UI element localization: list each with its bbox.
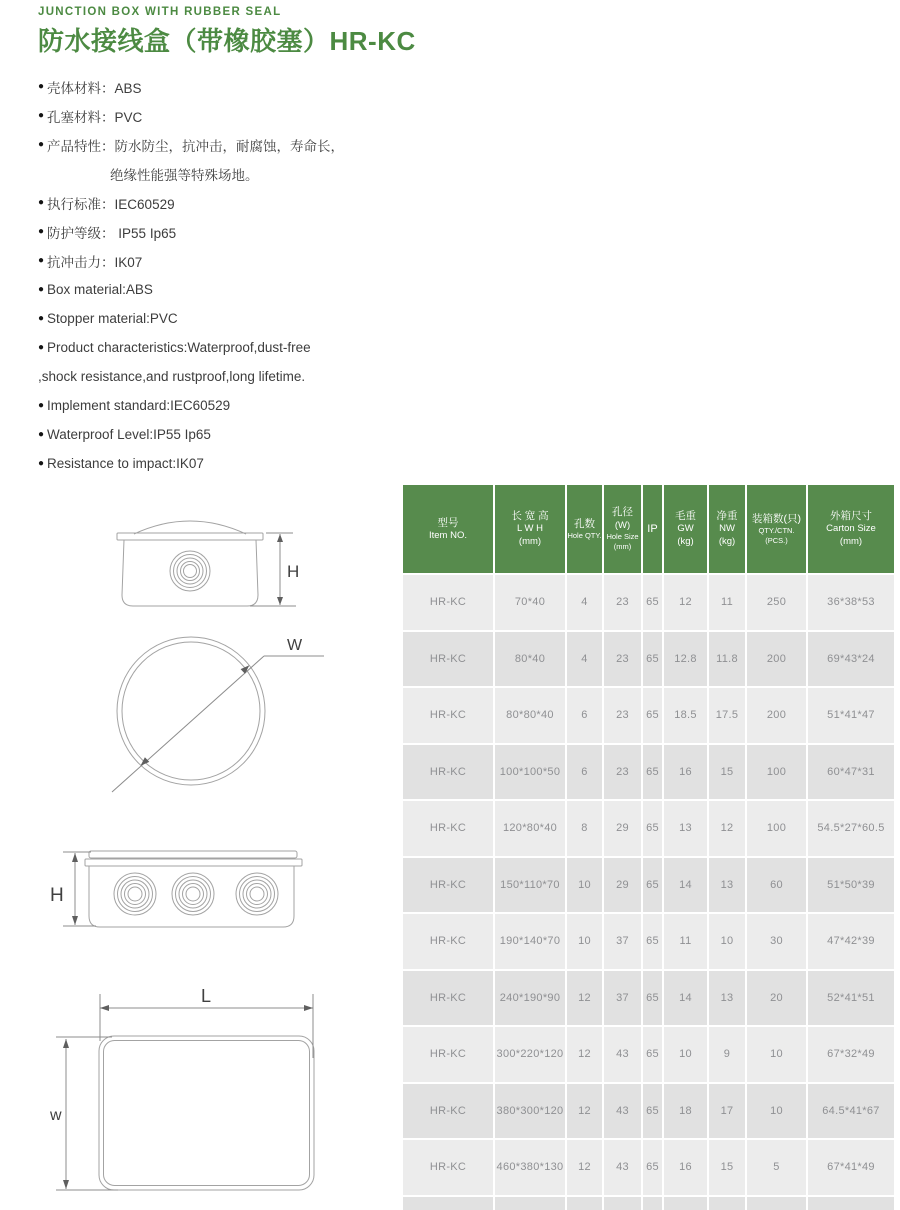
table-body xyxy=(403,575,894,1210)
table-cell: 5 xyxy=(747,1140,806,1195)
table-cell: 10 xyxy=(747,1027,806,1082)
table-cell: 51*50*39 xyxy=(808,858,894,913)
arrowhead-icon xyxy=(72,916,78,925)
table-cell: 65 xyxy=(643,801,662,856)
spec-text: 抗冲击力：IK07 xyxy=(47,254,143,270)
table-cell: 30 xyxy=(747,914,806,969)
table-cell: 65 xyxy=(643,858,662,913)
table-cell: 37 xyxy=(604,971,641,1026)
table-row xyxy=(403,858,894,913)
table-partial-row xyxy=(403,1197,894,1210)
table-row xyxy=(403,971,894,1026)
table-cell xyxy=(403,1197,493,1210)
drawing-round-box-side-view xyxy=(117,521,299,606)
column-header-2 xyxy=(567,485,602,573)
arrowhead-icon xyxy=(72,853,78,862)
header-line: QTY./CTN. xyxy=(758,525,795,535)
spec-item xyxy=(38,101,413,130)
table-cell: 65 xyxy=(643,1027,662,1082)
table-cell: 37 xyxy=(604,914,641,969)
table-cell: 11 xyxy=(709,575,745,630)
table-cell: 380*300*120 xyxy=(495,1084,565,1139)
header-line: IP xyxy=(647,522,658,535)
table-cell: 11 xyxy=(664,914,707,969)
table-cell: 18.5 xyxy=(664,688,707,743)
spec-item xyxy=(38,72,413,101)
table-row xyxy=(403,632,894,687)
table-cell: 14 xyxy=(664,858,707,913)
spec-text: 执行标准：IEC60529 xyxy=(47,196,175,212)
header-line: L W H xyxy=(516,523,544,535)
table-cell: HR-KC xyxy=(403,914,493,969)
bullet-icon: ● xyxy=(38,283,45,295)
table-cell: 10 xyxy=(567,858,602,913)
table-cell: 190*140*70 xyxy=(495,914,565,969)
table-cell: 23 xyxy=(604,632,641,687)
table-cell: 13 xyxy=(709,858,745,913)
table-cell: 64.5*41*67 xyxy=(808,1084,894,1139)
spec-text: ,shock resistance,and rustproof,long lifetime. xyxy=(38,369,306,384)
table-cell: 150*110*70 xyxy=(495,858,565,913)
bullet-icon: ● xyxy=(38,138,45,150)
table-cell xyxy=(709,1197,745,1210)
table-cell: 65 xyxy=(643,688,662,743)
arrowhead-icon xyxy=(63,1039,69,1048)
table-cell: HR-KC xyxy=(403,745,493,800)
table-row xyxy=(403,688,894,743)
table-header-row xyxy=(403,485,894,573)
table-cell: 12 xyxy=(567,1140,602,1195)
header-line: Carton Size xyxy=(826,523,876,535)
column-header-6 xyxy=(709,485,745,573)
table-cell: HR-KC xyxy=(403,801,493,856)
table-cell: 23 xyxy=(604,745,641,800)
spec-table xyxy=(403,485,894,1210)
spec-item xyxy=(38,188,413,217)
bullet-icon: ● xyxy=(38,80,45,92)
bullet-icon: ● xyxy=(38,428,45,440)
table-cell: 13 xyxy=(709,971,745,1026)
table-cell: 54.5*27*60.5 xyxy=(808,801,894,856)
dimension-label-h: H xyxy=(287,562,300,581)
header-line: (kg) xyxy=(718,536,736,548)
table-cell: 17.5 xyxy=(709,688,745,743)
table-row xyxy=(403,914,894,969)
table-cell: 20 xyxy=(747,971,806,1026)
spec-text: Waterproof Level:IP55 Ip65 xyxy=(47,427,211,442)
spec-item xyxy=(38,449,413,478)
arrowhead-icon xyxy=(100,1005,109,1011)
table-cell: 100*100*50 xyxy=(495,745,565,800)
header-line: Hole QTY. xyxy=(567,531,602,541)
spec-text: 绝缘性能强等特殊场地。 xyxy=(110,167,259,183)
header-line: 孔径 xyxy=(612,506,633,519)
header-line: Item NO. xyxy=(428,529,467,541)
header-line: (PCS.) xyxy=(765,536,788,546)
spec-item xyxy=(38,275,413,304)
table-cell: 65 xyxy=(643,914,662,969)
header-line: 净重 xyxy=(716,510,738,523)
table-cell: HR-KC xyxy=(403,688,493,743)
bullet-icon: ● xyxy=(38,196,45,208)
technical-drawings xyxy=(30,480,400,1210)
header-line: (mm) xyxy=(613,542,632,552)
page-title-zh: 防水接线盒（带橡胶塞）HR-KC xyxy=(38,26,416,56)
table-cell: 12 xyxy=(567,971,602,1026)
header-line: 型号 xyxy=(437,516,459,529)
table-cell: 65 xyxy=(643,632,662,687)
arrowhead-icon xyxy=(63,1180,69,1189)
spec-item xyxy=(38,362,413,391)
drawing-rect-box-top-view xyxy=(49,986,314,1190)
header-line: GW xyxy=(677,523,694,535)
page-title-en: JUNCTION BOX WITH RUBBER SEAL xyxy=(38,6,282,18)
table-cell: HR-KC xyxy=(403,858,493,913)
table-cell: 460*380*130 xyxy=(495,1140,565,1195)
spec-item xyxy=(38,420,413,449)
table-cell: 65 xyxy=(643,1084,662,1139)
spec-item xyxy=(38,159,413,188)
table-cell: 23 xyxy=(604,688,641,743)
table-cell: 47*42*39 xyxy=(808,914,894,969)
header-line: 毛重 xyxy=(675,510,696,523)
table-cell: 23 xyxy=(604,575,641,630)
dimension-label-h2: H xyxy=(50,885,64,906)
bullet-icon: ● xyxy=(38,312,45,324)
table-cell: 12 xyxy=(664,575,707,630)
table-cell: 240*190*90 xyxy=(495,971,565,1026)
table-cell: 200 xyxy=(747,632,806,687)
header-line: (mm) xyxy=(839,536,863,548)
arrowhead-icon xyxy=(304,1005,313,1011)
table-cell: 43 xyxy=(604,1140,641,1195)
table-cell: 43 xyxy=(604,1027,641,1082)
table-cell: 60*47*31 xyxy=(808,745,894,800)
spec-item xyxy=(38,333,413,362)
table-cell: 16 xyxy=(664,1140,707,1195)
page-header xyxy=(38,6,416,58)
table-cell xyxy=(567,1197,602,1210)
dimension-label-l: L xyxy=(201,986,212,1006)
spec-text: Product characteristics:Waterproof,dust-free xyxy=(47,340,311,355)
header-line: NW xyxy=(719,523,735,535)
table-cell: HR-KC xyxy=(403,1140,493,1195)
bullet-icon: ● xyxy=(38,341,45,353)
table-cell: 15 xyxy=(709,1140,745,1195)
table-cell: 6 xyxy=(567,745,602,800)
table-cell: 69*43*24 xyxy=(808,632,894,687)
table-cell: HR-KC xyxy=(403,971,493,1026)
bullet-icon: ● xyxy=(38,399,45,411)
column-header-0 xyxy=(403,485,493,573)
table-cell: HR-KC xyxy=(403,1027,493,1082)
table-row xyxy=(403,1140,894,1195)
spec-text: 产品特性：防水防尘，抗冲击，耐腐蚀，寿命长， xyxy=(47,138,345,154)
column-header-4 xyxy=(643,485,662,573)
table-cell: 250 xyxy=(747,575,806,630)
spec-text: Box material:ABS xyxy=(47,282,153,297)
table-cell: 200 xyxy=(747,688,806,743)
table-row xyxy=(403,745,894,800)
table-cell: 65 xyxy=(643,1140,662,1195)
table-cell: 12 xyxy=(567,1027,602,1082)
spec-text: Stopper material:PVC xyxy=(47,311,178,326)
table-cell: 80*40 xyxy=(495,632,565,687)
header-line: 孔数 xyxy=(574,517,595,530)
header-line: 装箱数(只) xyxy=(752,512,801,525)
header-line: Hole Size xyxy=(606,532,639,542)
table-cell: 80*80*40 xyxy=(495,688,565,743)
bullet-icon: ● xyxy=(38,109,45,121)
table-cell: 43 xyxy=(604,1084,641,1139)
bullet-icon: ● xyxy=(38,254,45,266)
table-cell xyxy=(664,1197,707,1210)
table-cell: 4 xyxy=(567,632,602,687)
column-header-8 xyxy=(808,485,894,573)
table-cell xyxy=(604,1197,641,1210)
header-line: (mm) xyxy=(518,536,542,548)
table-cell: 120*80*40 xyxy=(495,801,565,856)
table-cell: 17 xyxy=(709,1084,745,1139)
table-cell: 12 xyxy=(567,1084,602,1139)
table-cell: 100 xyxy=(747,745,806,800)
spec-text: Implement standard:IEC60529 xyxy=(47,398,231,413)
table-cell: 10 xyxy=(664,1027,707,1082)
table-cell: 15 xyxy=(709,745,745,800)
table-cell: 16 xyxy=(664,745,707,800)
table-row xyxy=(403,801,894,856)
header-line: (kg) xyxy=(677,536,694,548)
spec-text: 防护等级： IP55 Ip65 xyxy=(47,225,177,241)
table-cell: 10 xyxy=(567,914,602,969)
drawings-svg xyxy=(30,480,400,1210)
table-cell xyxy=(747,1197,806,1210)
column-header-5 xyxy=(664,485,707,573)
table-cell: 12 xyxy=(709,801,745,856)
table-row xyxy=(403,575,894,630)
header-line: (W) xyxy=(614,519,631,531)
table-cell: 60 xyxy=(747,858,806,913)
table-cell xyxy=(808,1197,894,1210)
table-cell: HR-KC xyxy=(403,1084,493,1139)
table-row xyxy=(403,1084,894,1139)
table-cell: 300*220*120 xyxy=(495,1027,565,1082)
table-cell: 12.8 xyxy=(664,632,707,687)
table-cell: 11.8 xyxy=(709,632,745,687)
table-cell: 4 xyxy=(567,575,602,630)
dimension-label-w2: w xyxy=(50,1107,62,1124)
table-cell xyxy=(495,1197,565,1210)
drawing-round-box-top-view xyxy=(112,637,324,792)
table-cell: 18 xyxy=(664,1084,707,1139)
dimension-label-w: W xyxy=(287,637,303,654)
table-cell: 67*32*49 xyxy=(808,1027,894,1082)
table-cell: 8 xyxy=(567,801,602,856)
table-cell: 70*40 xyxy=(495,575,565,630)
table-cell: 10 xyxy=(747,1084,806,1139)
arrowhead-icon xyxy=(277,597,283,605)
table-cell: 52*41*51 xyxy=(808,971,894,1026)
spec-item xyxy=(38,130,413,159)
table-row xyxy=(403,1027,894,1082)
spec-text: 壳体材料：ABS xyxy=(47,80,142,96)
table-cell: HR-KC xyxy=(403,632,493,687)
header-line: 外箱尺寸 xyxy=(830,510,872,523)
spec-item xyxy=(38,217,413,246)
drawing-rect-box-side-view xyxy=(50,851,302,927)
spec-list xyxy=(38,72,413,478)
arrowhead-icon xyxy=(277,534,283,542)
column-header-7 xyxy=(747,485,806,573)
bullet-icon: ● xyxy=(38,225,45,237)
header-line: 长 宽 高 xyxy=(511,510,549,523)
table-cell: 6 xyxy=(567,688,602,743)
column-header-1 xyxy=(495,485,565,573)
table-cell: 13 xyxy=(664,801,707,856)
table-cell xyxy=(643,1197,662,1210)
table-cell: 65 xyxy=(643,575,662,630)
table-cell: 65 xyxy=(643,745,662,800)
table-cell: 10 xyxy=(709,914,745,969)
spec-item xyxy=(38,304,413,333)
spec-item xyxy=(38,391,413,420)
spec-text: Resistance to impact:IK07 xyxy=(47,456,204,471)
table-cell: HR-KC xyxy=(403,575,493,630)
table-cell: 67*41*49 xyxy=(808,1140,894,1195)
table-cell: 9 xyxy=(709,1027,745,1082)
column-header-3 xyxy=(604,485,641,573)
spec-text: 孔塞材料：PVC xyxy=(47,109,143,125)
table-cell: 29 xyxy=(604,801,641,856)
table-cell: 51*41*47 xyxy=(808,688,894,743)
spec-item xyxy=(38,246,413,275)
table-cell: 29 xyxy=(604,858,641,913)
table-cell: 65 xyxy=(643,971,662,1026)
table-cell: 14 xyxy=(664,971,707,1026)
bullet-icon: ● xyxy=(38,457,45,469)
table-cell: 100 xyxy=(747,801,806,856)
table-cell: 36*38*53 xyxy=(808,575,894,630)
